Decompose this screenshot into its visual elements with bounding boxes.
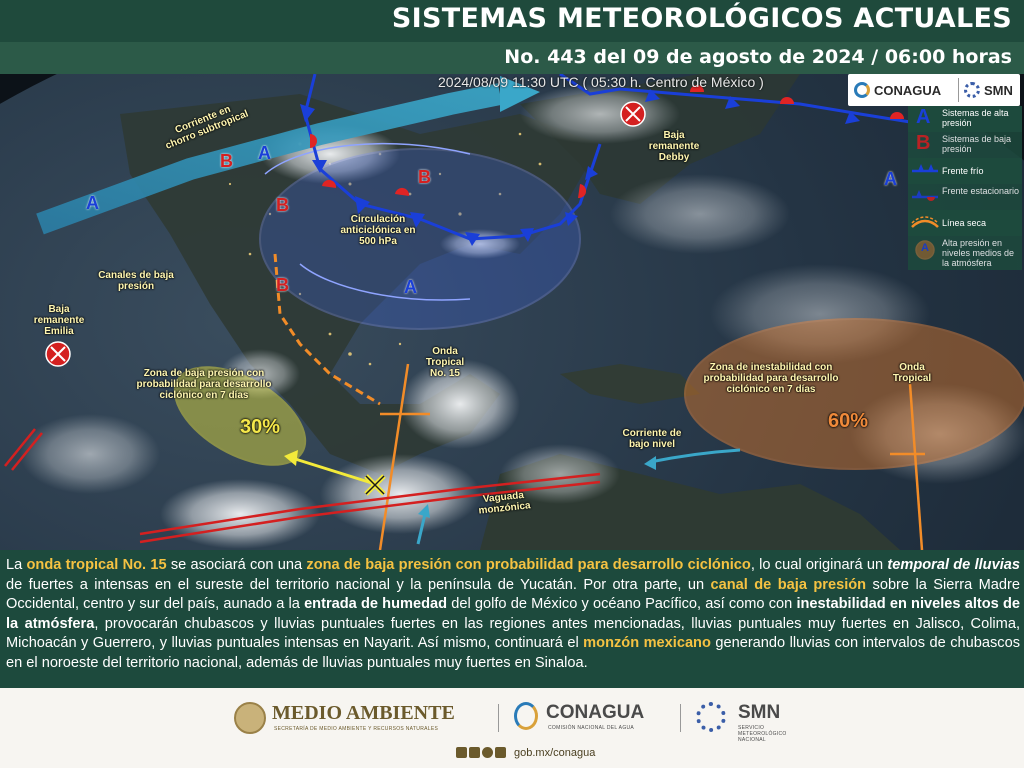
header-bar: [0, 0, 1024, 42]
satellite-timestamp: 2024/08/09 11:30 UTC ( 05:30 h. Centro de México ): [438, 74, 764, 90]
legend-item-cold-front: Frente frío: [908, 158, 1022, 184]
highlight-low-pressure-channel: canal de baja presión: [710, 576, 867, 593]
pacific-probability: 30%: [239, 416, 281, 438]
conagua-icon: [514, 702, 538, 730]
emphasis-moisture: entrada de humedad: [304, 596, 448, 613]
legend-item-low-pressure: B Sistemas de baja presión: [908, 132, 1022, 158]
emphasis-instability: inestabilidad en niveles altos de la atmósfera: [6, 596, 1020, 632]
bulletin-number: No. 443 del 09 de agosto de 2024 / 06:00 horas: [504, 46, 1012, 68]
satellite-map: [0, 74, 1024, 550]
medio-ambiente-subtitle: SECRETARÍA DE MEDIO AMBIENTE Y RECURSOS NATURALES: [274, 726, 439, 732]
legend-item-upper-high: A Alta presión en niveles medios de la atmósfera: [908, 236, 1022, 270]
tropical-wave-label: Onda Tropical: [892, 362, 932, 384]
pacific-zone-label: Zona de baja presión con probabilidad para desarrollo ciclónico en 7 días: [136, 368, 272, 401]
debby-remnant-marker: [621, 102, 645, 126]
conagua-logo-text: CONAGUA: [874, 83, 942, 98]
highlight-tropical-wave: onda tropical No. 15: [26, 557, 167, 573]
instagram-icon[interactable]: [482, 747, 493, 758]
forecast-panel: [0, 550, 1024, 688]
debby-label: Baja remanente Debby: [648, 130, 700, 163]
emilia-label: Baja remanente Emilia: [33, 304, 85, 337]
low-pressure-symbol: B: [418, 167, 431, 187]
high-pressure-symbol: A: [86, 193, 99, 213]
legend-item-dry-line: Línea seca: [908, 210, 1022, 236]
legend-item-stationary-front: Frente estacionario: [908, 184, 1022, 210]
footer: [0, 688, 1024, 768]
anticyclone-label: Circulación anticiclónica en 500 hPa: [340, 214, 416, 247]
monsoon-trough-label: Vaguada monzónica: [478, 489, 532, 517]
low-pressure-symbol: B: [276, 195, 289, 215]
subtropical-jet-label: Corriente en chorro subtropical: [164, 103, 251, 152]
youtube-icon[interactable]: [495, 747, 506, 758]
medio-ambiente-seal: [234, 702, 266, 734]
stationary-front-icon: [910, 187, 940, 207]
map-graphics: [0, 74, 1024, 550]
low-level-current-label: Corriente de bajo nivel: [622, 428, 682, 450]
low-pressure-symbol: B: [276, 275, 289, 295]
atlantic-probability: 60%: [827, 410, 869, 432]
medio-ambiente-logo-text: MEDIO AMBIENTE: [272, 702, 455, 724]
smn-icon: [964, 82, 980, 98]
smn-logo-text: SMN: [984, 83, 1013, 98]
logo-divider: [958, 78, 959, 102]
tropical-wave-15-label: Onda Tropical No. 15: [425, 346, 465, 379]
dry-line-icon: [910, 213, 940, 233]
low-pressure-icon: B: [916, 132, 931, 154]
subheader-bar: [0, 42, 1024, 74]
high-pressure-symbol: A: [258, 143, 271, 163]
highlight-monsoon: monzón mexicano: [583, 635, 711, 652]
conagua-icon: [854, 82, 870, 98]
top-logos: [848, 74, 1020, 106]
page-title: SISTEMAS METEOROLÓGICOS ACTUALES: [391, 3, 1012, 34]
website-link[interactable]: gob.mx/conagua: [514, 747, 596, 759]
footer-divider: [498, 704, 499, 732]
smn-footer-text: SMN: [738, 702, 781, 723]
x-icon[interactable]: [469, 747, 480, 758]
high-pressure-symbol: A: [404, 277, 417, 297]
emilia-remnant-marker: [46, 342, 70, 366]
high-pressure-symbol: A: [884, 169, 897, 189]
conagua-footer-text: CONAGUA: [546, 702, 645, 723]
facebook-icon[interactable]: [456, 747, 467, 758]
cold-front-icon: [910, 161, 940, 181]
smn-icon: [696, 702, 726, 732]
legend-item-high-pressure: A Sistemas de alta presión: [908, 106, 1022, 132]
atlantic-zone-label: Zona de inestabilidad con probabilidad para desarrollo ciclónico en 7 días: [703, 362, 839, 395]
upper-high-icon: A: [910, 239, 940, 259]
highlight-low-pressure-zone: zona de baja presión con probabilidad para desarrollo ciclónico: [306, 557, 751, 573]
smn-subtitle: SERVICIO METEOROLÓGICO NACIONAL: [738, 725, 787, 743]
forecast-text: La onda tropical No. 15 se asociará con una zona de baja presión con probabilidad para desarrollo ciclónico, lo cual originará un temporal de lluvias de fuertes a intensas en el sureste del territorio nacional y la península de Yucatán. Por otra parte, un canal de baja presión sobre la Sierra Madre Occidental, centro y sur del país, aunado a la entrada de humedad del golfo de México y océano Pacífico, así como con inestabilidad en niveles altos de la atmósfera, provocarán chubascos y lluvias puntuales fuertes en las regiones antes mencionadas, lluvias puntuales muy fuertes en Jalisco, Colima, Michoacán y Guerrero, y lluvias puntuales intensas en Nayarit. Así mismo, continuará el monzón mexicano generando lluvias con intervalos de chubascos en el noroeste del territorio nacional, además de lluvias puntuales muy fuertes en Sinaloa.: [6, 557, 1021, 671]
emphasis-rain-storm: temporal de lluvias: [887, 557, 1020, 573]
high-pressure-icon: A: [916, 106, 931, 128]
low-channels-label: Canales de baja presión: [98, 270, 174, 292]
conagua-subtitle: COMISIÓN NACIONAL DEL AGUA: [548, 725, 635, 731]
footer-divider: [680, 704, 681, 732]
low-pressure-symbol: B: [220, 151, 233, 171]
